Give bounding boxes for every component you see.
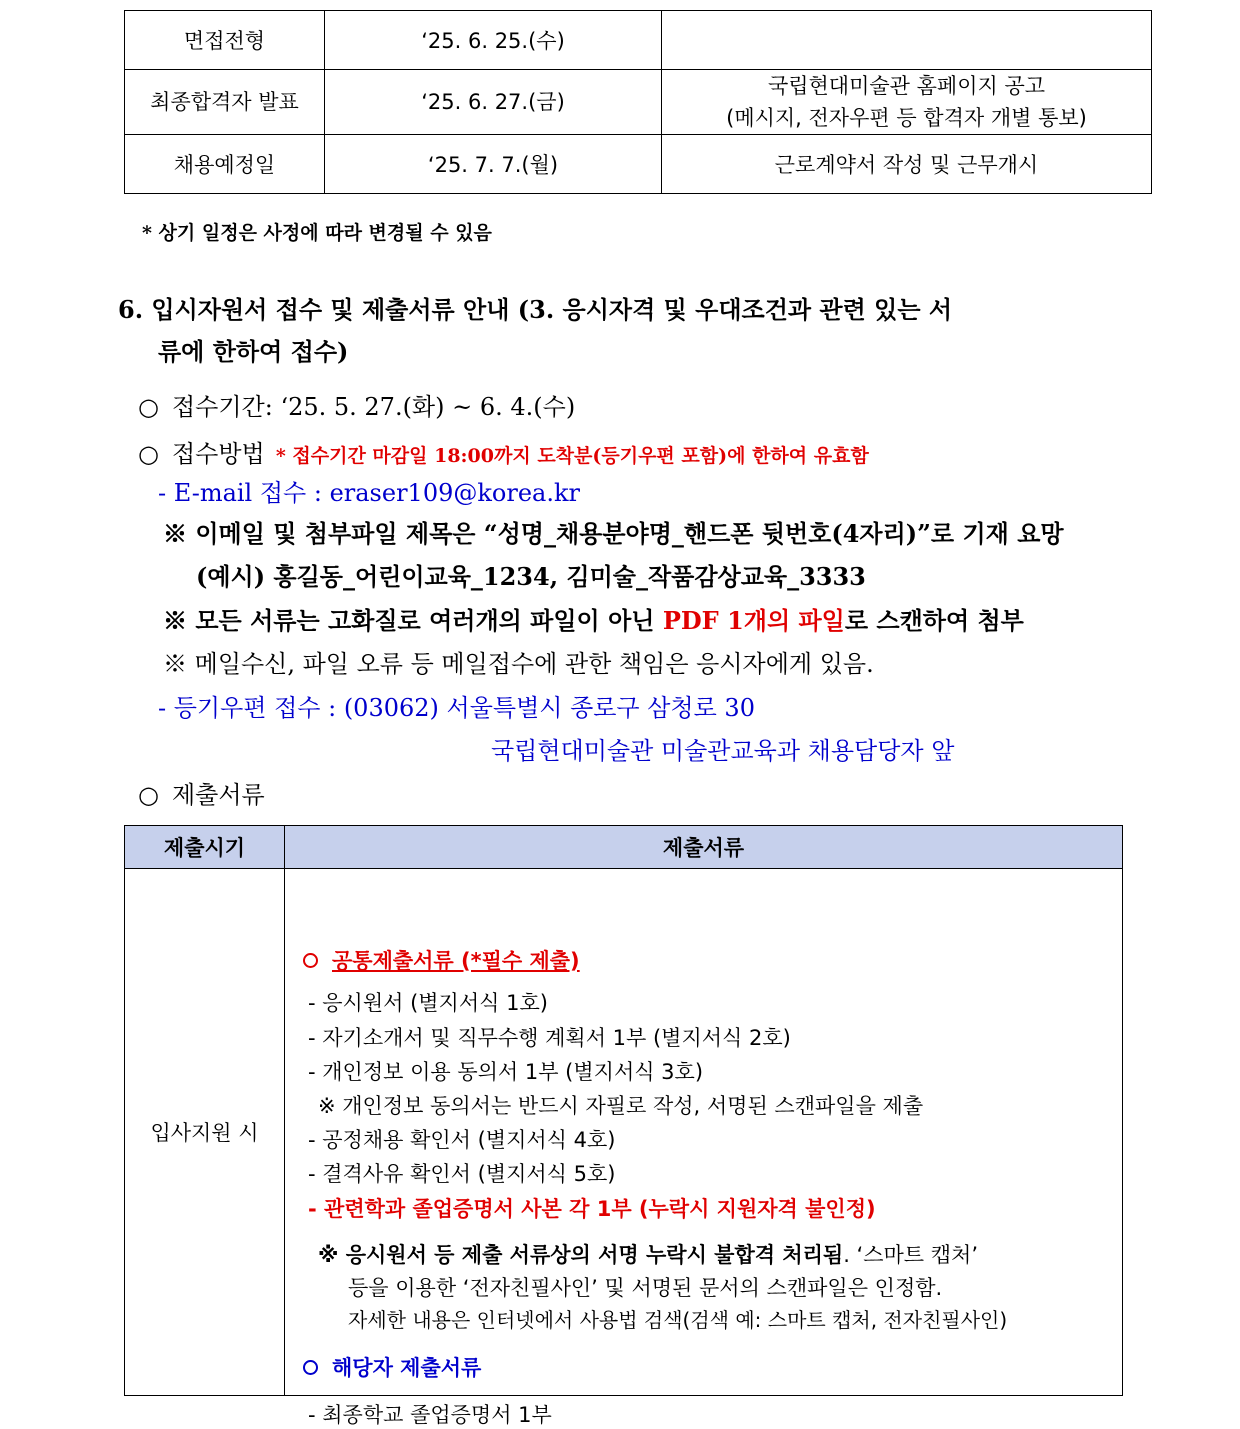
schedule-table [124,10,1152,194]
email-note-pdf [163,601,1024,636]
required-item: - 관련학과 졸업증명서 사본 각 1부 (누락시 지원자격 불인정) [308,1197,876,1221]
method-note: * 접수기간 마감일 18:00까지 도착분(등기우편 포함)에 한하여 유효함 [275,445,869,467]
extra-docs-title [303,1352,481,1382]
list-item: - 응시원서 (별지서식 1호) [308,991,548,1015]
list-item: - 최종학교 졸업증명서 1부 [308,1403,552,1427]
schedule-date: ‘25. 6. 27.(금) [325,70,662,135]
schedule-note-line: 국립현대미술관 홈페이지 공고 [767,74,1046,98]
section-heading-cont: 류에 한하여 접수) [158,337,349,366]
signature-note-line: 등을 이용한 ‘전자친필사인’ 및 서명된 문서의 스캔파일은 인정함. [348,1276,943,1300]
method-label: 접수방법 [172,440,265,468]
circle-bullet-icon [303,1360,318,1375]
extra-docs-title-text: 해당자 제출서류 [332,1356,482,1380]
email-note-example: (예시) 홍길동_어린이교육_1234, 김미술_작품감상교육_3333 [196,562,866,591]
documents-line [138,775,265,810]
email-line: - E-mail 접수 : eraser109@korea.kr [158,479,580,507]
common-docs-title [303,945,580,975]
signature-note-line: 자세한 내용은 인터넷에서 사용법 검색(검색 예: 스마트 캡처, 전자친필사인) [348,1308,1008,1332]
circle-bullet-icon: ○ [138,440,159,468]
schedule-date: ‘25. 6. 25.(수) [325,11,662,70]
column-header: 제출시기 [125,826,285,869]
schedule-step: 면접전형 [125,11,325,70]
table-row [125,70,1152,135]
table-row [125,869,1123,1396]
email-note-title: ※ 이메일 및 첨부파일 제목은 “성명_채용분야명_핸드폰 뒷번호(4자리)”로 기재 요망 [163,519,1064,548]
table-header-row [125,826,1123,869]
email-note-pdf-suffix: 로 스캔하여 첨부 [844,606,1024,635]
list-item: - 공정채용 확인서 (별지서식 4호) [308,1128,616,1152]
list-item: - 결격사유 확인서 (별지서식 5호) [308,1162,616,1186]
signature-note-bold: ※ 응시원서 등 제출 서류상의 서명 누락시 불합격 처리됨 [318,1243,844,1267]
period-text: 접수기간: ‘25. 5. 27.(화) ~ 6. 4.(수) [172,393,576,421]
table-row [125,11,1152,70]
signature-note-rest: . ‘스마트 캡처’ [843,1243,979,1267]
submission-timing: 입사지원 시 [125,869,285,1396]
method-line [138,434,869,469]
schedule-note: 근로계약서 작성 및 근무개시 [662,135,1152,194]
circle-bullet-icon [303,953,318,968]
period-line [138,387,575,422]
section-heading: 6. 입시자원서 접수 및 제출서류 안내 (3. 응시자격 및 우대조건과 관련 있는 서 [118,295,953,324]
email-note-pdf-prefix: ※ 모든 서류는 고화질로 여러개의 파일이 아닌 [163,606,663,635]
schedule-date: ‘25. 7. 7.(월) [325,135,662,194]
schedule-footnote: * 상기 일정은 사정에 따라 변경될 수 있음 [142,222,492,244]
email-note-pdf-highlight: PDF 1개의 파일 [662,606,845,635]
list-item: - 개인정보 이용 동의서 1부 (별지서식 3호) [308,1060,704,1084]
common-docs-title-text: 공통제출서류 (*필수 제출) [332,949,580,973]
post-line: - 등기우편 접수 : (03062) 서울특별시 종로구 삼청로 30 [158,694,755,722]
schedule-note [662,11,1152,70]
documents-table [124,825,1123,1427]
column-header: 제출서류 [285,826,1123,869]
documents-cell [285,869,1123,1427]
table-row [125,135,1152,194]
email-note-responsibility: ※ 메일수신, 파일 오류 등 메일접수에 관한 책임은 응시자에게 있음. [163,650,874,678]
list-item: - 자기소개서 및 직무수행 계획서 1부 (별지서식 2호) [308,1026,791,1050]
schedule-step: 최종합격자 발표 [125,70,325,135]
circle-bullet-icon: ○ [138,393,159,421]
signature-note [318,1239,978,1269]
circle-bullet-icon: ○ [138,781,159,809]
schedule-note [662,70,1152,135]
schedule-note-line: (메시지, 전자우편 등 합격자 개별 통보) [726,106,1087,130]
schedule-step: 채용예정일 [125,135,325,194]
list-item-note: ※ 개인정보 동의서는 반드시 자필로 작성, 서명된 스캔파일을 제출 [318,1094,924,1118]
documents-label: 제출서류 [172,781,265,809]
post-recipient: 국립현대미술관 미술관교육과 채용담당자 앞 [491,737,955,765]
